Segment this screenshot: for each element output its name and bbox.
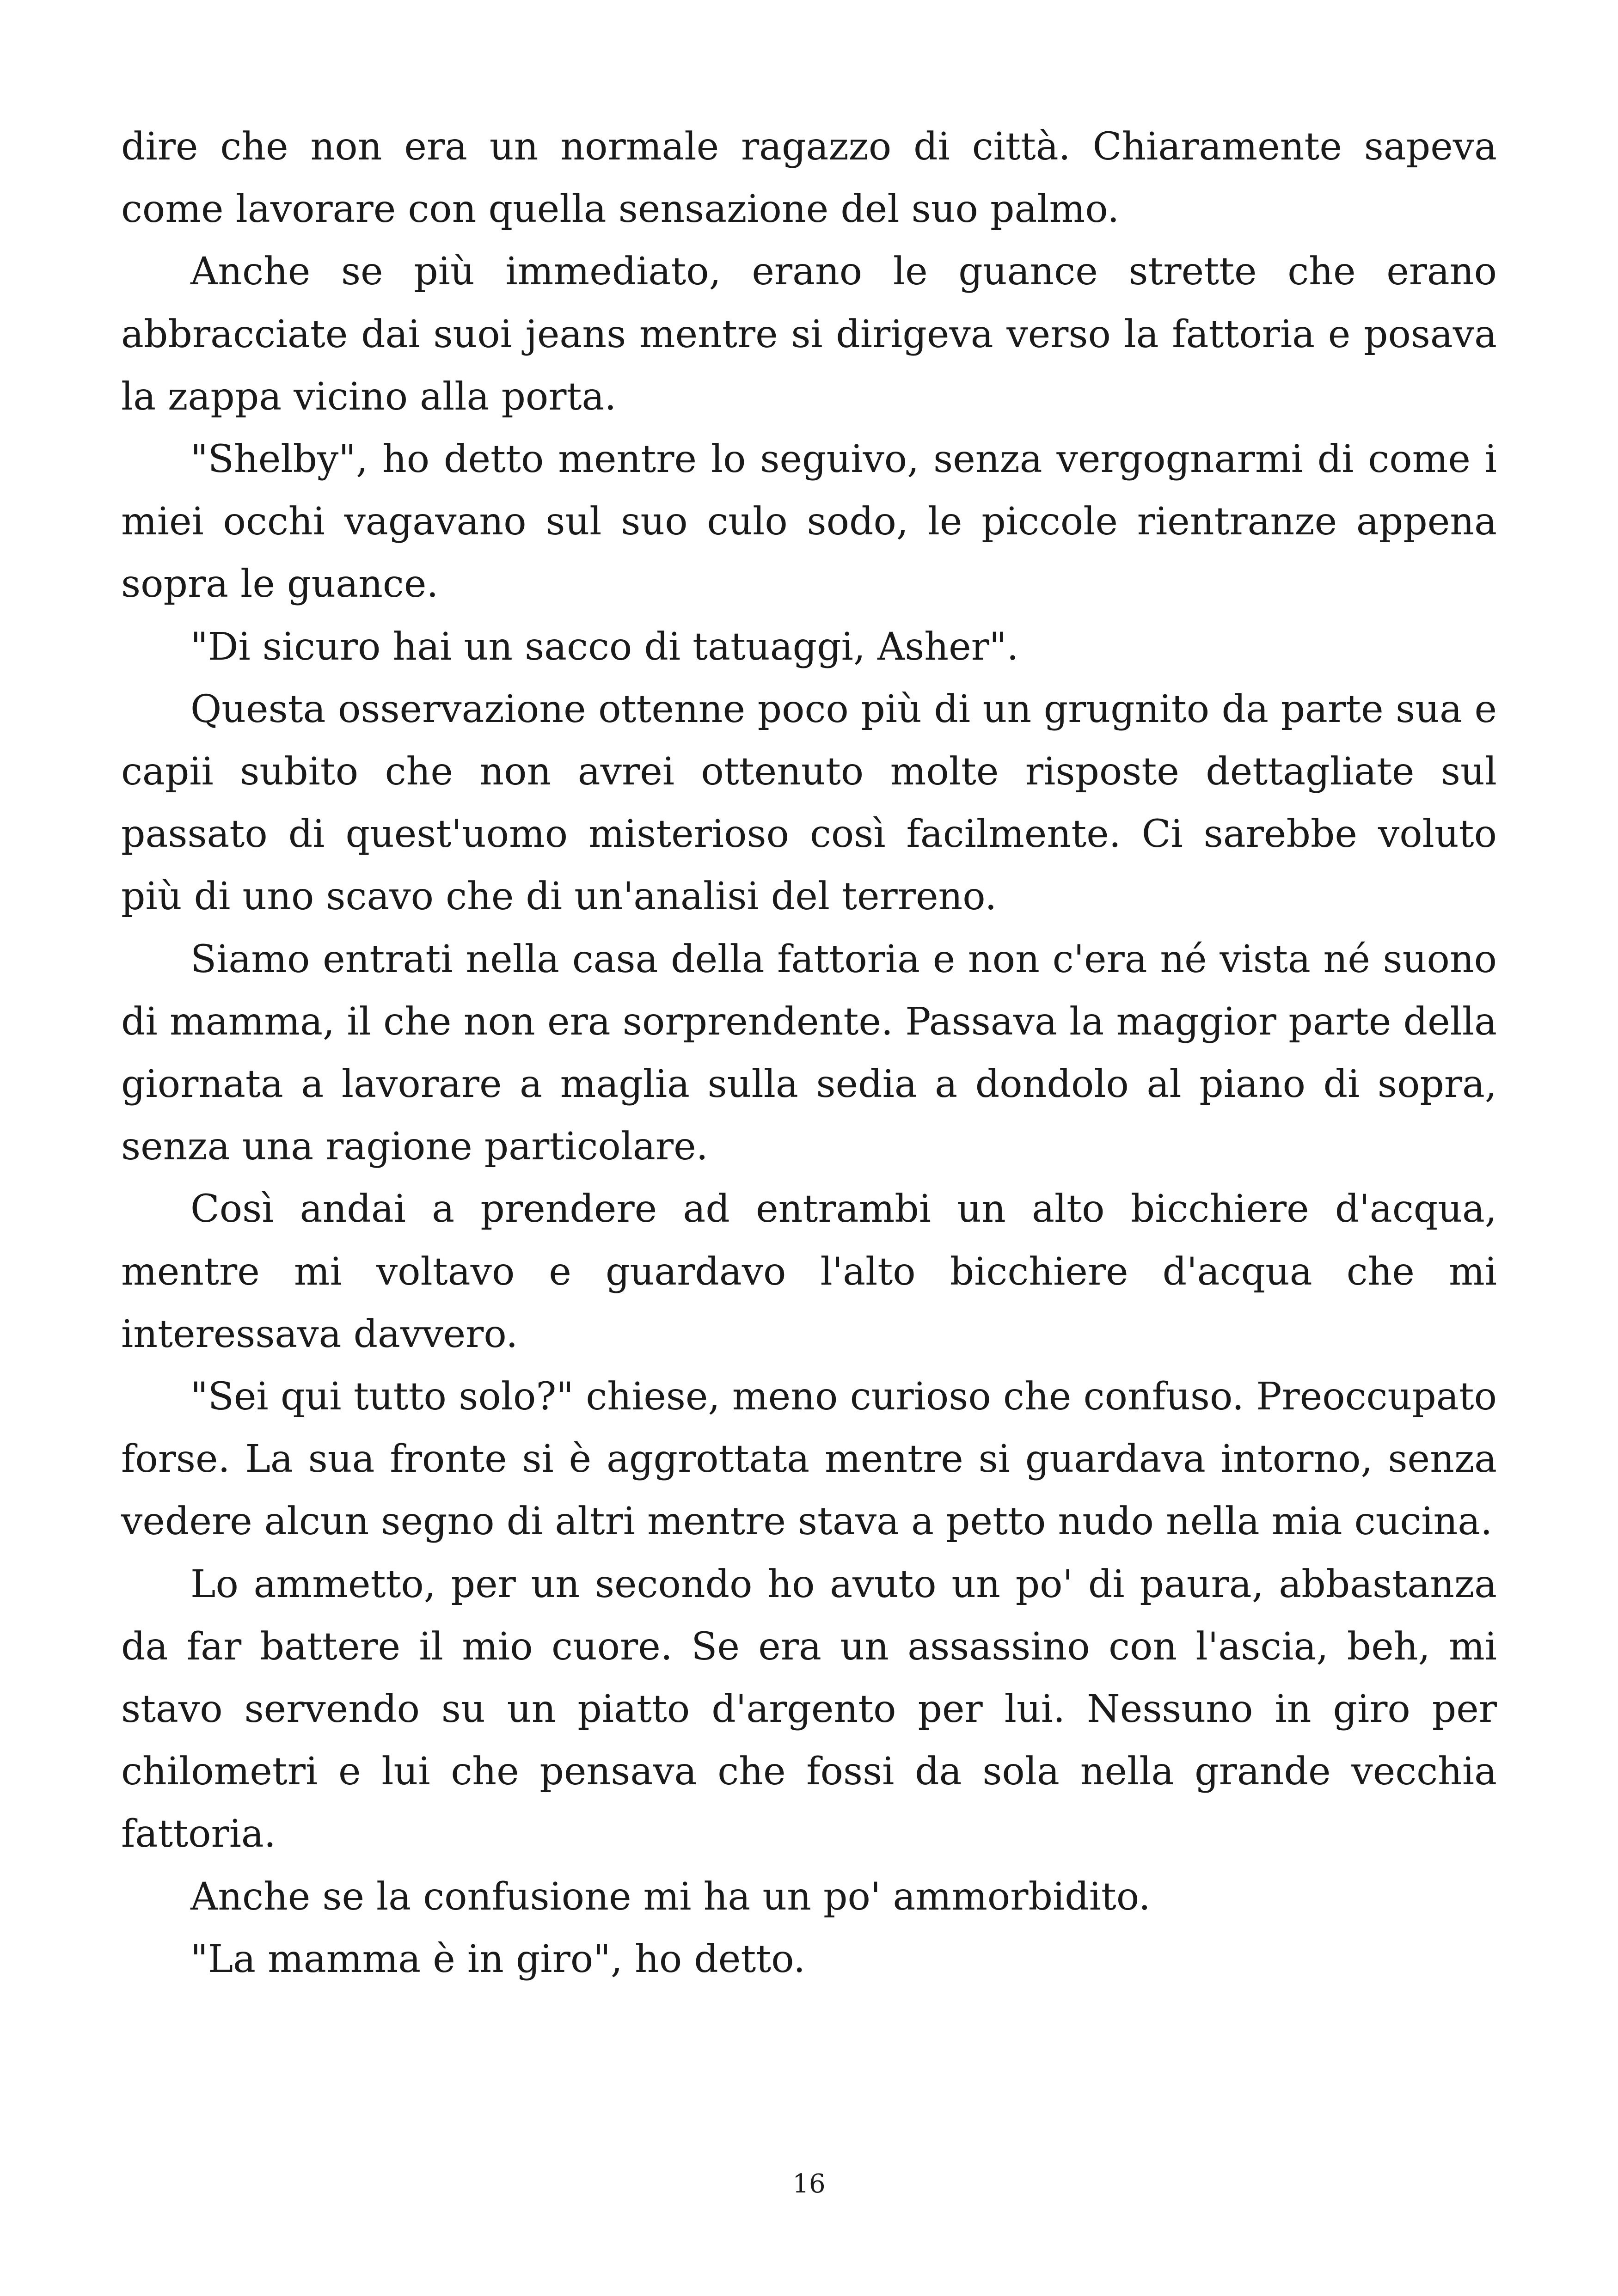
paragraph: "Di sicuro hai un sacco di tatuaggi, Asher".	[190, 625, 1019, 669]
paragraph: Così andai a prendere ad entrambi un alto bicchiere d'acqua, mentre mi voltavo e guardavo l'alto bicchiere d'acqua che mi interessava davvero.	[121, 1187, 1497, 1356]
paragraph: Anche se la confusione mi ha un po' ammorbidito.	[190, 1874, 1151, 1919]
paragraph: Siamo entrati nella casa della fattoria e non c'era né vista né suono di mamma, il che non era sorprendente. Passava la maggior parte della giornata a lavorare a maglia sulla sedia a dondolo al piano di sopra, senza una ragione particolare.	[121, 937, 1497, 1169]
paragraph: "La mamma è in giro", ho detto.	[190, 1937, 806, 1981]
body-text	[121, 116, 1497, 1990]
page-number: 16	[792, 2169, 826, 2199]
paragraph: "Shelby", ho detto mentre lo seguivo, senza vergognarmi di come i miei occhi vagavano sul suo culo sodo, le piccole rientranze appena sopra le guance.	[121, 437, 1497, 606]
paragraph: dire che non era un normale ragazzo di città. Chiaramente sapeva come lavorare con quella sensazione del suo palmo.	[121, 125, 1497, 232]
paragraph: Lo ammetto, per un secondo ho avuto un po' di paura, abbastanza da far battere il mio cuore. Se era un assassino con l'ascia, beh, mi stavo servendo su un piatto d'argento per lui. Nessuno in giro per chilometri e lui che pensava che fossi da sola nella grande vecchia fattoria.	[121, 1562, 1497, 1856]
paragraph: Questa osservazione ottenne poco più di un grugnito da parte sua e capii subito che non avrei ottenuto molte risposte dettagliate sul passato di quest'uomo misterioso così facilmente. Ci sarebbe voluto più di uno scavo che di un'analisi del terreno.	[121, 687, 1497, 919]
paragraph: "Sei qui tutto solo?" chiese, meno curioso che confuso. Preoccupato forse. La sua fronte si è aggrottata mentre si guardava intorno, senza vedere alcun segno di altri mentre stava a petto nudo nella mia cucina.	[121, 1375, 1497, 1544]
paragraph: Anche se più immediato, erano le guance strette che erano abbracciate dai suoi jeans mentre si dirigeva verso la fattoria e posava la zappa vicino alla porta.	[121, 250, 1497, 419]
